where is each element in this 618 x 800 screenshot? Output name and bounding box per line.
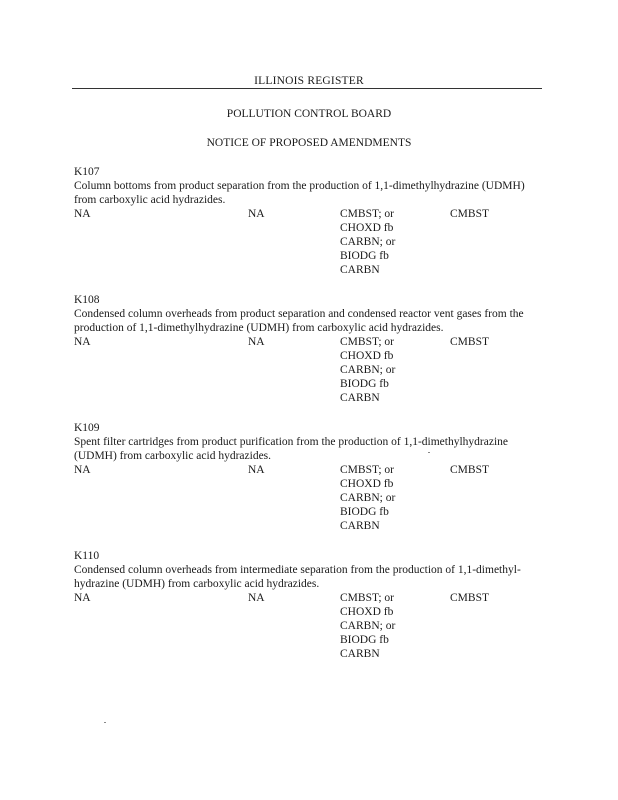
waste-entry-k108 xyxy=(74,293,554,405)
waste-entry-k107 xyxy=(74,165,554,277)
scan-speck xyxy=(104,722,106,723)
nonwastewater-technology: CMBST xyxy=(450,336,489,348)
register-title: ILLINOIS REGISTER xyxy=(254,75,364,87)
wastewater-unit: NA xyxy=(248,336,265,348)
technology-stack xyxy=(340,591,395,661)
treatment-row xyxy=(74,591,554,661)
technology-line: CARBN; or xyxy=(340,236,396,248)
waste-entry-k110 xyxy=(74,549,554,661)
nonwastewater-technology: CMBST xyxy=(450,464,489,476)
technology-line: CMBST; or xyxy=(340,208,395,220)
wastewater-concentration: NA xyxy=(74,336,91,348)
technology-stack xyxy=(340,207,395,277)
technology-line: CHOXD fb xyxy=(340,478,394,490)
technology-line: CMBST; or xyxy=(340,592,395,604)
waste-code: K110 xyxy=(74,550,100,562)
technology-line: CARBN xyxy=(340,264,380,276)
technology-line: BIODG fb xyxy=(340,634,389,646)
waste-description: Column bottoms from product separation from the production of 1,1-dimethylhydrazine (UDMH) from carboxylic acid hydrazides. xyxy=(74,180,525,206)
waste-code: K109 xyxy=(74,422,100,434)
technology-line: CARBN xyxy=(340,520,380,532)
technology-line: CHOXD fb xyxy=(340,350,394,362)
header-rule xyxy=(72,88,542,89)
wastewater-unit: NA xyxy=(248,592,265,604)
technology-stack xyxy=(340,335,395,405)
treatment-row xyxy=(74,207,554,277)
waste-code: K108 xyxy=(74,294,100,306)
nonwastewater-technology: CMBST xyxy=(450,208,489,220)
technology-line: CARBN xyxy=(340,648,380,660)
technology-stack xyxy=(340,463,395,533)
wastewater-concentration: NA xyxy=(74,464,91,476)
technology-line: CHOXD fb xyxy=(340,222,394,234)
technology-line: BIODG fb xyxy=(340,378,389,390)
wastewater-concentration: NA xyxy=(74,592,91,604)
waste-entry-k109 xyxy=(74,421,554,533)
notice-title: NOTICE OF PROPOSED AMENDMENTS xyxy=(206,137,412,149)
nonwastewater-technology: CMBST xyxy=(450,592,489,604)
technology-line: BIODG fb xyxy=(340,250,389,262)
board-title: POLLUTION CONTROL BOARD xyxy=(226,108,392,120)
technology-line: CHOXD fb xyxy=(340,606,394,618)
waste-description: Condensed column overheads from intermediate separation from the production of 1,1-dimethyl-hydrazine (UDMH) from carboxylic acid hydrazides. xyxy=(74,564,521,590)
waste-code: K107 xyxy=(74,166,100,178)
treatment-row xyxy=(74,335,554,405)
technology-line: CARBN; or xyxy=(340,620,396,632)
treatment-row xyxy=(74,463,554,533)
wastewater-unit: NA xyxy=(248,208,265,220)
technology-line: CARBN; or xyxy=(340,492,396,504)
scan-speck xyxy=(428,452,430,453)
wastewater-unit: NA xyxy=(248,464,265,476)
technology-line: CMBST; or xyxy=(340,336,395,348)
waste-description: Spent filter cartridges from product purification from the production of 1,1-dimethylhydrazine (UDMH) from carboxylic acid hydrazides. xyxy=(74,436,508,462)
wastewater-concentration: NA xyxy=(74,208,91,220)
technology-line: CMBST; or xyxy=(340,464,395,476)
technology-line: CARBN; or xyxy=(340,364,396,376)
technology-line: CARBN xyxy=(340,392,380,404)
technology-line: BIODG fb xyxy=(340,506,389,518)
waste-description: Condensed column overheads from product separation and condensed reactor vent gases from the production of 1,1-dimethylhydrazine (UDMH) from carboxylic acid hydrazides. xyxy=(74,308,524,334)
